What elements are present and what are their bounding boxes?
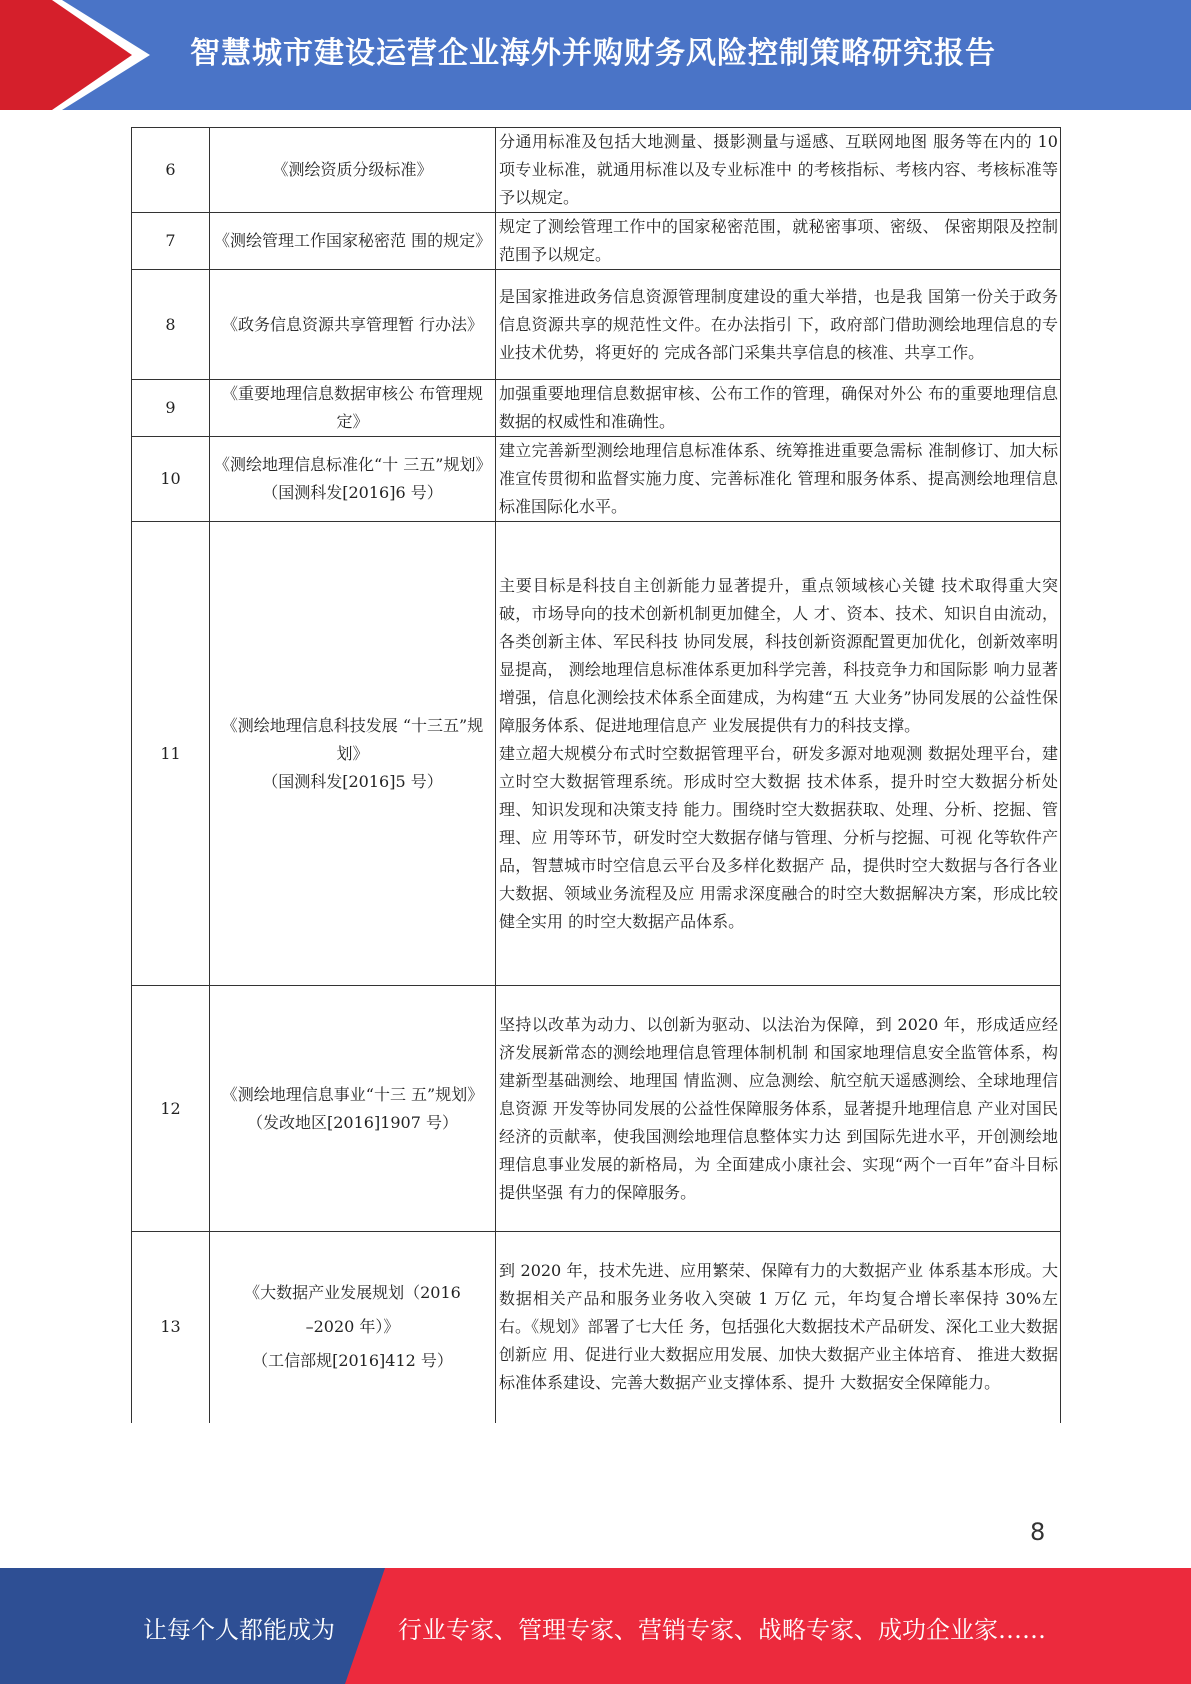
row-number: 6 xyxy=(132,128,210,213)
row-number: 9 xyxy=(132,380,210,437)
regulation-name-line: 《重要地理信息数据审核公 布管理规定》 xyxy=(221,384,484,431)
table-row xyxy=(132,213,1061,270)
regulation-name xyxy=(210,437,496,522)
regulation-name xyxy=(210,986,496,1232)
regulation-name-line: 《测绘地理信息标准化“十 三五”规划》 xyxy=(214,455,492,474)
regulation-code-line: （发改地区[2016]1907 号） xyxy=(246,1112,458,1132)
regulation-name-line: 《测绘地理信息事业“十三 五”规划》 xyxy=(221,1084,484,1104)
regulation-name xyxy=(210,128,496,213)
description-paragraph: 主要目标是科技自主创新能力显著提升，重点领域核心关键 技术取得重大突破，市场导向的技术创新机制更加健全，人 才、资本、技术、知识自由流动，各类创新主体、军民科技 协同发展，科技创新资源配置更加优化，创新效率明显提高， 测绘地理信息标准体系更加科学完善，科技竞争力和国际影 响力显著增强，信息化测绘技术体系全面建成，为构建“五 大业务”协同发展的公益性保障服务体系、促进地理信息产 业发展提供有力的科技支撑。 xyxy=(499,575,1058,735)
header-banner xyxy=(0,0,1191,110)
row-number: 12 xyxy=(132,986,210,1232)
footer-banner xyxy=(0,1568,1191,1684)
row-number: 8 xyxy=(132,270,210,380)
regulation-description: 分通用标准及包括大地测量、摄影测量与遥感、互联网地图 服务等在内的 10 项专业标准，就通用标准以及专业标准中 的考核指标、考核内容、考核标准等予以规定。 xyxy=(496,128,1061,213)
row-number: 7 xyxy=(132,213,210,270)
regulation-description: 规定了测绘管理工作中的国家秘密范围，就秘密事项、密级、 保密期限及控制范围予以规定。 xyxy=(496,213,1061,270)
table-row xyxy=(132,522,1061,986)
row-number: 13 xyxy=(132,1232,210,1423)
regulation-name-line: 《大数据产业发展规划（2016 xyxy=(244,1283,461,1303)
table-row xyxy=(132,128,1061,213)
table-row xyxy=(132,986,1061,1232)
row-number: 10 xyxy=(132,437,210,522)
table-row xyxy=(132,1232,1061,1423)
regulation-name xyxy=(210,380,496,437)
regulation-name xyxy=(210,213,496,270)
red-chevron-decoration xyxy=(0,0,150,110)
table-row xyxy=(132,270,1061,380)
footer-slogan-left: 让每个人都能成为 xyxy=(143,1616,335,1644)
regulation-name-line: –2020 年）》 xyxy=(305,1317,400,1337)
regulations-table xyxy=(131,127,1061,1423)
regulation-name-line: 《测绘地理信息科技发展 “十三五”规划》 xyxy=(221,715,484,763)
table-row xyxy=(132,380,1061,437)
regulation-code-line: （工信部规[2016]412 号） xyxy=(252,1351,453,1371)
regulation-name-line: 《测绘管理工作国家秘密范 围的规定》 xyxy=(214,231,492,250)
footer-slogan-right: 行业专家、管理专家、营销专家、战略专家、成功企业家…… xyxy=(398,1616,1046,1644)
regulation-description: 坚持以改革为动力、以创新为驱动、以法治为保障，到 2020 年，形成适应经济发展新常态的测绘地理信息管理体制机制 和国家地理信息安全监管体系，构建新型基础测绘、地理国 情监测、应急测绘、航空航天遥感测绘、全球地理信息资源 开发等协同发展的公益性保障服务体系，显著提升地理信息 产业对国民经济的贡献率，使我国测绘地理信息整体实力达 到国际先进水平，开创测绘地理信息事业发展的新格局，为 全面建成小康社会、实现“两个一百年”奋斗目标提供坚强 有力的保障服务。 xyxy=(496,986,1061,1232)
regulation-name xyxy=(210,522,496,986)
regulation-name-line: 《测绘资质分级标准》 xyxy=(272,160,433,179)
report-title: 智慧城市建设运营企业海外并购财务风险控制策略研究报告 xyxy=(190,36,996,71)
regulation-name xyxy=(210,270,496,380)
description-paragraph: 建立超大规模分布式时空数据管理平台，研发多源对地观测 数据处理平台，建立时空大数据管理系统。形成时空大数据 技术体系，提升时空大数据分析处理、知识发现和决策支持 能力。围绕时空大数据获取、处理、分析、挖掘、管理、应 用等环节，研发时空大数据存储与管理、分析与挖掘、可视 化等软件产品，智慧城市时空信息云平台及多样化数据产 品，提供时空大数据与各行各业大数据、领域业务流程及应 用需求深度融合的时空大数据解决方案，形成比较健全实用 的时空大数据产品体系。 xyxy=(499,743,1058,931)
regulation-description: 到 2020 年，技术先进、应用繁荣、保障有力的大数据产业 体系基本形成。大数据相关产品和服务业务收入突破 1 万亿 元，年均复合增长率保持 30%左右。《规划》部署了七大任 务，包括强化大数据技术产品研发、深化工业大数据创新应 用、促进行业大数据应用发展、加快大数据产业主体培育、 推进大数据标准体系建设、完善大数据产业支撑体系、提升 大数据安全保障能力。 xyxy=(496,1232,1061,1423)
regulation-code-line: （国测科发[2016]6 号） xyxy=(262,483,443,502)
regulation-description: 建立完善新型测绘地理信息标准体系、统筹推进重要急需标 准制修订、加大标准宣传贯彻和监督实施力度、完善标准化 管理和服务体系、提高测绘地理信息标准国际化水平。 xyxy=(496,437,1061,522)
regulation-name-line: 《政务信息资源共享管理暂 行办法》 xyxy=(221,314,484,334)
regulation-name xyxy=(210,1232,496,1423)
regulation-description: 是国家推进政务信息资源管理制度建设的重大举措，也是我 国第一份关于政务信息资源共享的规范性文件。在办法指引 下，政府部门借助测绘地理信息的专业技术优势，将更好的 完成各部门采集共享信息的核准、共享工作。 xyxy=(496,270,1061,380)
regulation-code-line: （国测科发[2016]5 号） xyxy=(262,771,443,791)
regulation-description xyxy=(496,522,1061,986)
row-number: 11 xyxy=(132,522,210,986)
page-number: 8 xyxy=(1030,1518,1046,1546)
table-row xyxy=(132,437,1061,522)
regulation-description: 加强重要地理信息数据审核、公布工作的管理，确保对外公 布的重要地理信息数据的权威性和准确性。 xyxy=(496,380,1061,437)
